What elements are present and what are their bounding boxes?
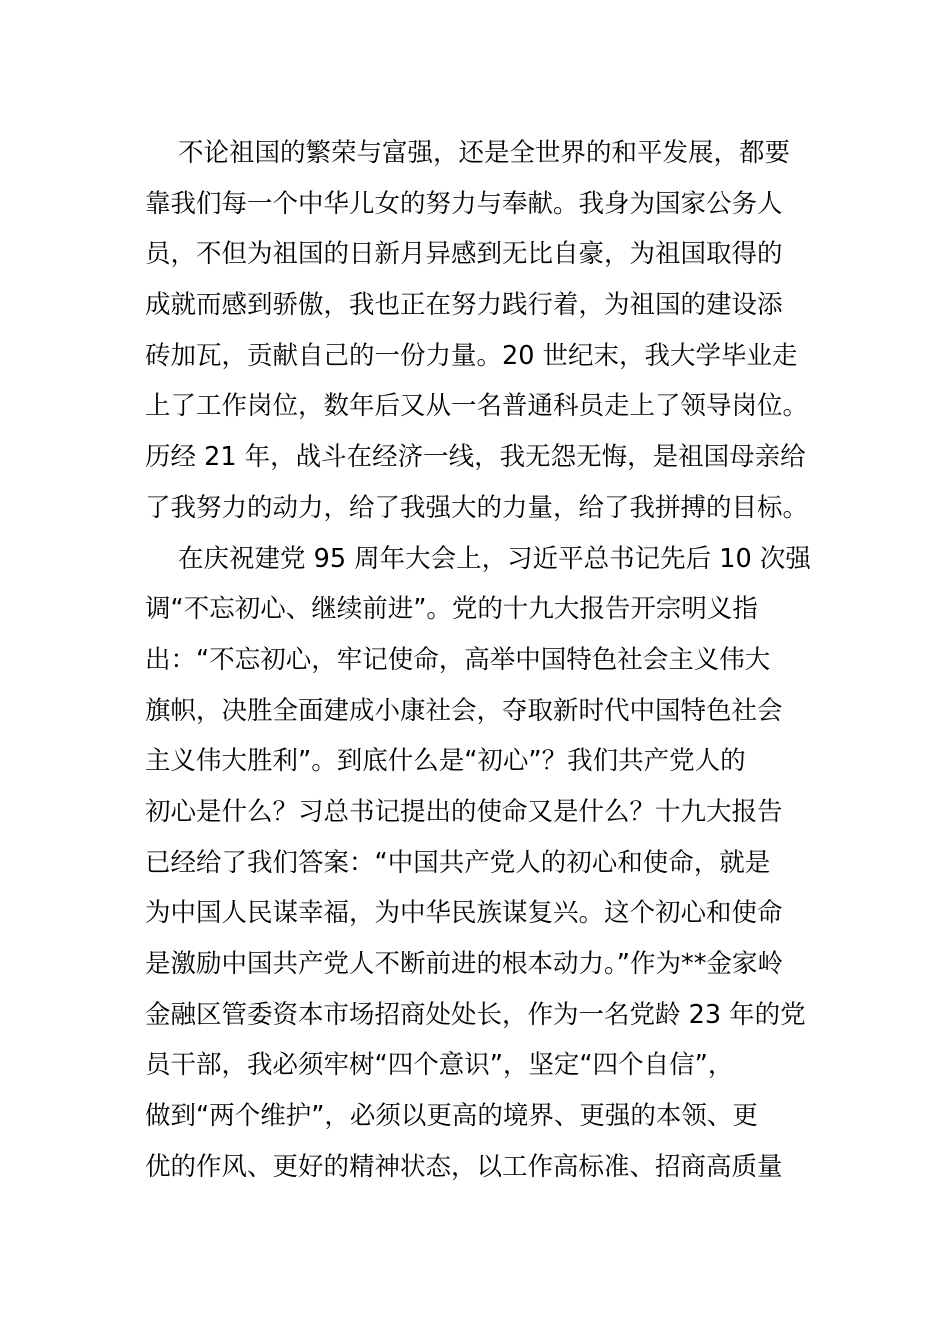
text-line: 员，不但为祖国的日新月异感到无比自豪，为祖国取得的: [145, 239, 783, 270]
text-line: 靠我们每一个中华儿女的努力与奉献。我身为国家公务人: [145, 188, 783, 219]
text-line: 主义伟大胜利”。到底什么是“初心”？我们共产党人的: [145, 746, 746, 777]
text-line: 出：“不忘初心，牢记使命，高举中国特色社会主义伟大: [145, 644, 771, 675]
text-line: 历经 21 年，战斗在经济一线，我无怨无悔，是祖国母亲给: [145, 442, 806, 473]
text-line: 不论祖国的繁荣与富强，还是全世界的和平发展，都要: [178, 138, 791, 168]
text-line: 了我努力的动力，给了我强大的力量，给了我拼搏的目标。: [145, 492, 809, 523]
text-line: 已经给了我们答案：“中国共产党人的初心和使命，就是: [145, 847, 771, 878]
text-line: 上了工作岗位，数年后又从一名普通科员走上了领导岗位。: [145, 391, 809, 422]
paragraph-1: [145, 128, 810, 534]
text-line: 员干部，我必须牢树“四个意识”，坚定“四个自信”，: [145, 1050, 734, 1081]
text-line: 为中国人民谋幸福，为中华民族谋复兴。这个初心和使命: [145, 898, 783, 929]
text-line: 优的作风、更好的精神状态，以工作高标准、招商高质量: [145, 1151, 783, 1182]
text-line: 做到“两个维护”，必须以更高的境界、更强的本领、更: [145, 1101, 758, 1132]
text-line: 金融区管委资本市场招商处处长，作为一名党龄 23 年的党: [145, 999, 806, 1030]
text-line: 旗帜，决胜全面建成小康社会，夺取新时代中国特色社会: [145, 695, 783, 726]
paragraph-2: [145, 534, 810, 1193]
text-line: 成就而感到骄傲，我也正在努力践行着，为祖国的建设添: [145, 290, 783, 321]
document-body: [145, 128, 810, 1192]
text-line: 是激励中国共产党人不断前进的根本动力。”作为**金家岭: [145, 949, 783, 979]
text-line: 初心是什么？习总书记提出的使命又是什么？十九大报告: [145, 796, 783, 827]
text-line: 砖加瓦，贡献自己的一份力量。20 世纪末，我大学毕业走: [145, 340, 798, 371]
text-line: 在庆祝建党 95 周年大会上，习近平总书记先后 10 次强: [178, 543, 811, 574]
text-line: 调“不忘初心、继续前进”。党的十九大报告开宗明义指: [145, 594, 758, 625]
